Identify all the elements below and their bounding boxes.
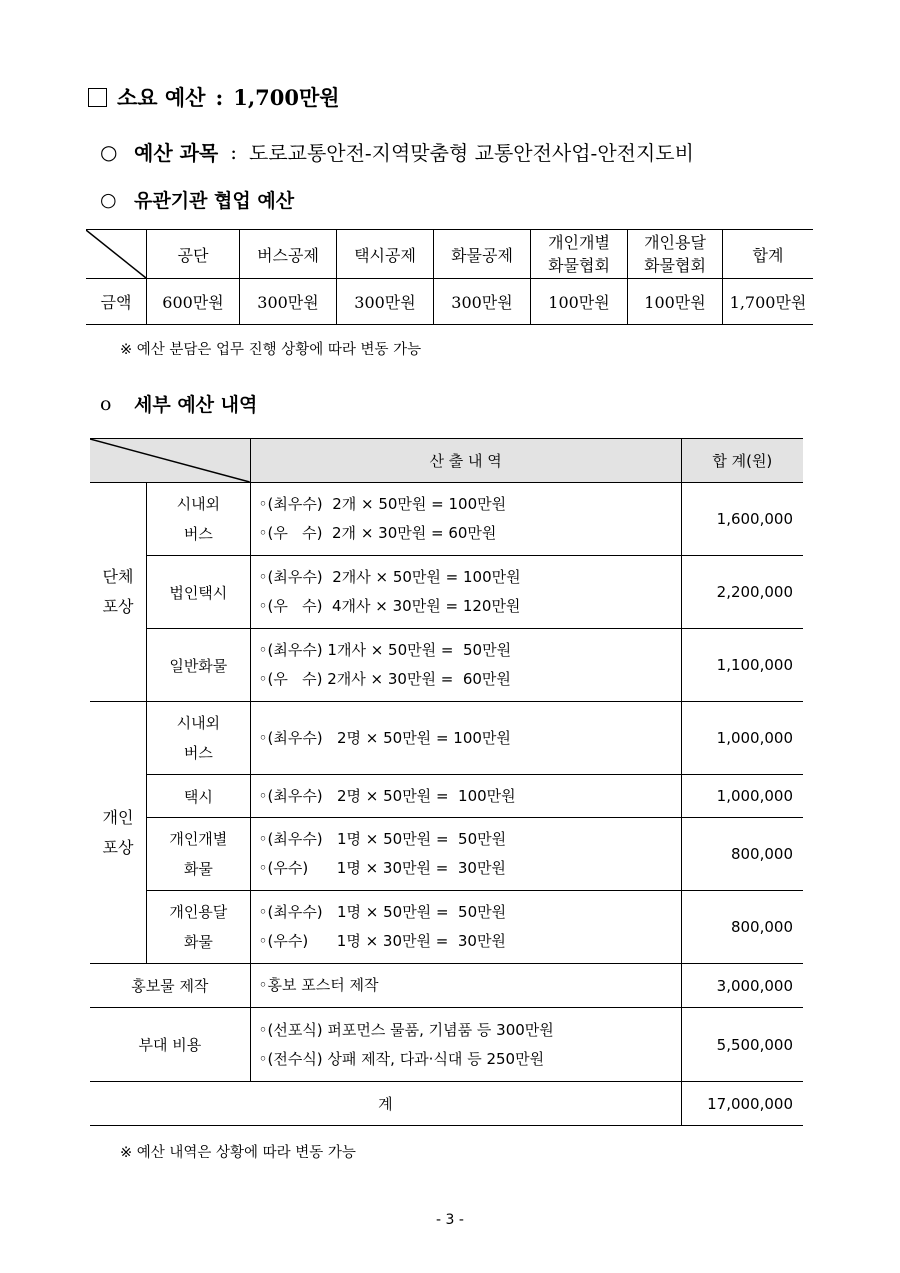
total-amount: 1,100,000 xyxy=(681,629,803,702)
total-amount: 800,000 xyxy=(681,818,803,891)
table-row xyxy=(90,775,803,818)
calc-detail: ◦(최우수) 2명 × 50만원 = 100만원 xyxy=(250,775,681,818)
sub-label: 시내외 버스 xyxy=(147,702,251,775)
budget-heading-sep: : xyxy=(215,84,224,110)
coop-amount-cell: 600만원 xyxy=(147,279,240,325)
circle-bullet-icon: ○ xyxy=(100,139,118,164)
extra-cost-label: 부대 비용 xyxy=(90,1008,250,1082)
budget-subject-sep: : xyxy=(230,139,237,164)
total-amount: 1,000,000 xyxy=(681,775,803,818)
coop-header-cell: 택시공제 xyxy=(337,230,434,279)
sum-label: 계 xyxy=(90,1082,681,1126)
coop-budget-label: 유관기관 협업 예산 xyxy=(134,190,295,212)
detail-budget-heading xyxy=(100,390,257,417)
coop-row-label: 금액 xyxy=(86,279,147,325)
budget-subject xyxy=(100,137,694,166)
sub-label: 법인택시 xyxy=(147,556,251,629)
table-row xyxy=(90,1008,803,1082)
table-row xyxy=(90,891,803,964)
detail-budget-table xyxy=(90,438,803,1126)
total-amount: 1,600,000 xyxy=(681,483,803,556)
calc-detail: ◦(최우수) 2개 × 50만원 = 100만원 ◦(우 수) 2개 × 30만원 = 60만원 xyxy=(250,483,681,556)
coop-header-cell: 화물공제 xyxy=(434,230,531,279)
promo-label: 홍보물 제작 xyxy=(90,964,250,1008)
table-row xyxy=(90,483,803,556)
group-label-group-award: 단체 포상 xyxy=(90,483,147,702)
circle-bullet-icon: ○ xyxy=(100,188,117,211)
coop-budget-table xyxy=(86,229,813,325)
total-amount: 1,000,000 xyxy=(681,702,803,775)
sum-total: 17,000,000 xyxy=(681,1082,803,1126)
coop-header-cell: 개인용달 화물협회 xyxy=(628,230,723,279)
coop-table-amount-row xyxy=(86,279,813,325)
note-budget-change: ※ 예산 내역은 상황에 따라 변동 가능 xyxy=(120,1145,356,1161)
budget-heading-label: 소요 예산 xyxy=(117,85,206,110)
total-amount: 2,200,000 xyxy=(681,556,803,629)
coop-table-header-row xyxy=(86,230,813,279)
coop-amount-cell: 300만원 xyxy=(337,279,434,325)
coop-header-cell: 버스공제 xyxy=(240,230,337,279)
coop-amount-cell: 300만원 xyxy=(240,279,337,325)
coop-header-cell: 개인개별 화물협회 xyxy=(531,230,628,279)
sub-label: 시내외 버스 xyxy=(147,483,251,556)
diagonal-cell xyxy=(86,230,147,279)
budget-subject-value: 도로교통안전-지역맞춤형 교통안전사업-안전지도비 xyxy=(249,141,694,165)
sum-row xyxy=(90,1082,803,1126)
extra-cost-total: 5,500,000 xyxy=(681,1008,803,1082)
table-row xyxy=(90,964,803,1008)
detail-table-header-row xyxy=(90,439,803,483)
coop-amount-cell: 100만원 xyxy=(628,279,723,325)
sub-label: 택시 xyxy=(147,775,251,818)
total-amount: 800,000 xyxy=(681,891,803,964)
circle-bullet-icon: o xyxy=(100,392,112,415)
calc-detail: ◦(최우수) 1명 × 50만원 = 50만원 ◦(우수) 1명 × 30만원 = 30만원 xyxy=(250,818,681,891)
sub-label: 개인개별 화물 xyxy=(147,818,251,891)
table-row xyxy=(90,818,803,891)
coop-amount-cell: 100만원 xyxy=(531,279,628,325)
coop-amount-cell: 300만원 xyxy=(434,279,531,325)
budget-heading-value: 1,700만원 xyxy=(233,85,340,110)
header-calc-detail: 산 출 내 역 xyxy=(250,439,681,483)
coop-header-cell: 합계 xyxy=(723,230,814,279)
detail-budget-label: 세부 예산 내역 xyxy=(134,394,258,416)
budget-subject-label: 예산 과목 xyxy=(134,141,219,165)
table-row xyxy=(90,556,803,629)
calc-detail: ◦(최우수) 1개사 × 50만원 = 50만원 ◦(우 수) 2개사 × 30만원 = 60만원 xyxy=(250,629,681,702)
table-row xyxy=(90,702,803,775)
sub-label: 일반화물 xyxy=(147,629,251,702)
promo-detail: ◦홍보 포스터 제작 xyxy=(250,964,681,1008)
group-label-individual-award: 개인 포상 xyxy=(90,702,147,964)
calc-detail: ◦(최우수) 2명 × 50만원 = 100만원 xyxy=(250,702,681,775)
header-total: 합 계(원) xyxy=(681,439,803,483)
calc-detail: ◦(최우수) 1명 × 50만원 = 50만원 ◦(우수) 1명 × 30만원 = 30만원 xyxy=(250,891,681,964)
budget-heading xyxy=(88,82,340,112)
checkbox-icon xyxy=(88,88,107,107)
note-budget-share: ※ 예산 분담은 업무 진행 상황에 따라 변동 가능 xyxy=(120,342,422,358)
page-number: - 3 - xyxy=(436,1212,464,1228)
table-row xyxy=(90,629,803,702)
promo-total: 3,000,000 xyxy=(681,964,803,1008)
coop-header-cell: 공단 xyxy=(147,230,240,279)
calc-detail: ◦(최우수) 2개사 × 50만원 = 100만원 ◦(우 수) 4개사 × 30만원 = 120만원 xyxy=(250,556,681,629)
extra-cost-detail: ◦(선포식) 퍼포먼스 물품, 기념품 등 300만원 ◦(전수식) 상패 제작, 다과·식대 등 250만원 xyxy=(250,1008,681,1082)
coop-budget-heading xyxy=(100,186,294,213)
diagonal-cell xyxy=(90,439,250,483)
coop-amount-cell: 1,700만원 xyxy=(723,279,814,325)
sub-label: 개인용달 화물 xyxy=(147,891,251,964)
